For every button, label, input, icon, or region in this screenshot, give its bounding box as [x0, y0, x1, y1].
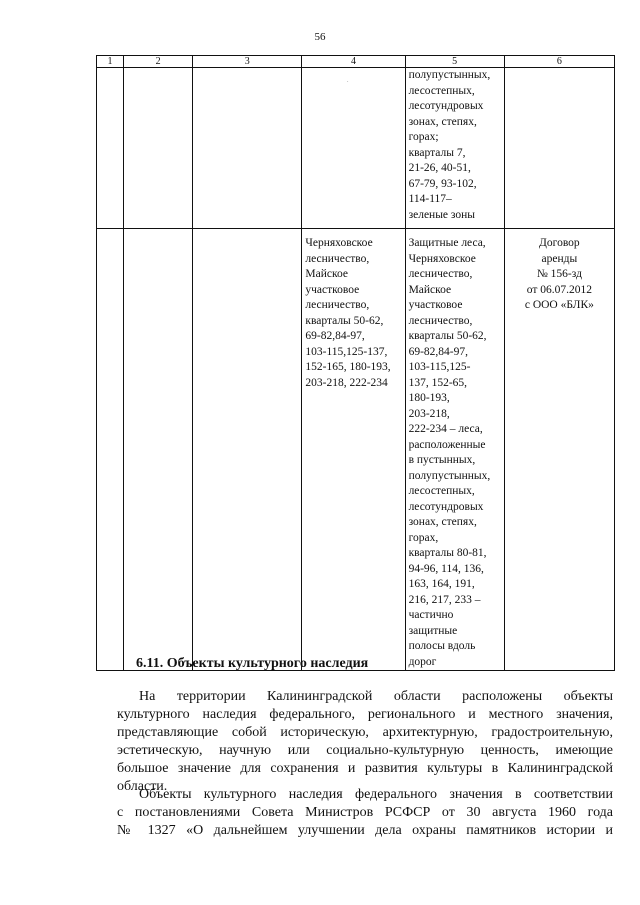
text-line: горах; [408, 131, 439, 143]
text-line: Защитные леса, [408, 237, 486, 249]
text-line: кварталы 50-62, [305, 314, 384, 327]
forestry-location [305, 229, 404, 391]
text-line: лесотундровых [408, 100, 484, 112]
text-line: 69-82,84-97, [305, 330, 365, 342]
text-line: от 06.07.2012 [526, 283, 592, 296]
text-line: 114-117– [408, 193, 452, 205]
lease-agreement [505, 229, 614, 314]
text-line: зонах, степях, [408, 115, 477, 128]
text-line: 103-115,125- [408, 361, 471, 373]
text-line: лесничество, [408, 268, 473, 280]
text-line: лесничество, [408, 314, 473, 327]
text-line: лесничество, [305, 252, 370, 265]
text-line: лесостепных, [408, 84, 475, 97]
cell-3 [193, 229, 302, 671]
text-line: с ООО «БЛК» [524, 299, 594, 311]
table-row [97, 68, 615, 229]
column-header-5: 5 [405, 56, 504, 68]
text-line: Объекты культурного наследия федерального значения в соответствии [139, 787, 613, 802]
text-line: Договор [539, 237, 580, 249]
section-heading: 6.11. Объекты культурного наследия [136, 656, 369, 671]
protective-forest-description [409, 229, 504, 670]
text-line: 222-234 – леса, [408, 423, 483, 435]
cell-3 [193, 68, 302, 229]
text-line: № 1327 «О дальнейшем улучшении дела охраны памятников истории и [117, 823, 613, 838]
text-line: 137, 152-65, [408, 376, 468, 389]
table-header-row [97, 56, 615, 68]
text-line: эстетическую, научную или социально-культурную ценность, имеющие [117, 743, 613, 758]
text-line: лесотундровых [408, 500, 484, 513]
text-line: 180-193, [408, 392, 450, 404]
text-line: полосы вдоль [408, 640, 476, 652]
text-line: области. [117, 779, 168, 794]
text-line: 94-96, 114, 136, [408, 562, 484, 575]
text-line: 203-218, 222-234 [305, 376, 388, 389]
text-line: дорог [408, 655, 437, 668]
cell-2 [124, 229, 193, 671]
scan-speck: . [347, 78, 349, 84]
forest-table [96, 55, 615, 671]
text-line: 67-79, 93-102, [408, 177, 477, 190]
text-line: На территории Калининградской области расположены объекты [139, 689, 613, 704]
text-line: аренды [541, 252, 578, 265]
text-line: 69-82,84-97, [408, 345, 468, 358]
text-line: с постановлениями Совета Министров РСФСР от 30 августа 1960 года [117, 805, 613, 820]
text-line: полупустынных, [408, 69, 491, 81]
text-line: лесостепных, [408, 485, 475, 497]
text-line: Майское [305, 268, 348, 280]
text-line: 152-165, 180-193, [305, 361, 391, 373]
column-header-6: 6 [504, 56, 614, 68]
protective-forest-continuation [409, 68, 504, 223]
text-line: культурного наследия федерального, регионального и местного значения, [117, 707, 613, 722]
column-header-4: 4 [302, 56, 405, 68]
text-line: 21-26, 40-51, [408, 162, 471, 174]
text-line: кварталы 7, [408, 146, 466, 159]
text-line: расположенные [408, 438, 486, 451]
text-line: полупустынных, [408, 469, 491, 482]
text-line: кварталы 80-81, [408, 547, 487, 559]
cell-6 [504, 68, 614, 229]
cell-5 [405, 229, 504, 671]
text-line: участковое [305, 283, 360, 296]
text-line: зеленые зоны [408, 208, 476, 221]
text-line: большое значение для сохранения и развития культуры в Калининградской [117, 761, 613, 776]
column-header-2: 2 [124, 56, 193, 68]
text-line: Черняховское [305, 237, 373, 249]
text-line: лесничество, [305, 299, 370, 311]
paragraph-heritage-intro [117, 688, 613, 796]
table-row [97, 229, 615, 671]
column-header-1: 1 [97, 56, 124, 68]
text-line: 216, 217, 233 – [408, 593, 481, 606]
text-line: частично [408, 609, 454, 621]
cell-5 [405, 68, 504, 229]
cell-6 [504, 229, 614, 671]
text-line: в пустынных, [408, 454, 476, 466]
text-line: зонах, степях, [408, 516, 477, 528]
text-line: защитные [408, 624, 458, 637]
text-line: № 156-зд [536, 268, 582, 280]
cell-1 [97, 229, 124, 671]
text-line: представляющие собой историческую, архитектурную, градостроительную, [117, 725, 613, 740]
text-line: Черняховское [408, 252, 476, 265]
cell-1 [97, 68, 124, 229]
text-line: участковое [408, 299, 463, 311]
page-number: 56 [314, 31, 326, 43]
cell-4 [302, 68, 405, 229]
cell-2 [124, 68, 193, 229]
text-line: 103-115,125-137, [305, 345, 388, 358]
cell-4 [302, 229, 405, 671]
text-line: кварталы 50-62, [408, 330, 487, 342]
text-line: 163, 164, 191, [408, 578, 475, 590]
text-line: горах, [408, 531, 439, 544]
text-line: Майское [408, 283, 452, 296]
column-header-3: 3 [193, 56, 302, 68]
paragraph-federal-heritage [117, 786, 613, 840]
text-line: 203-218, [408, 407, 450, 420]
